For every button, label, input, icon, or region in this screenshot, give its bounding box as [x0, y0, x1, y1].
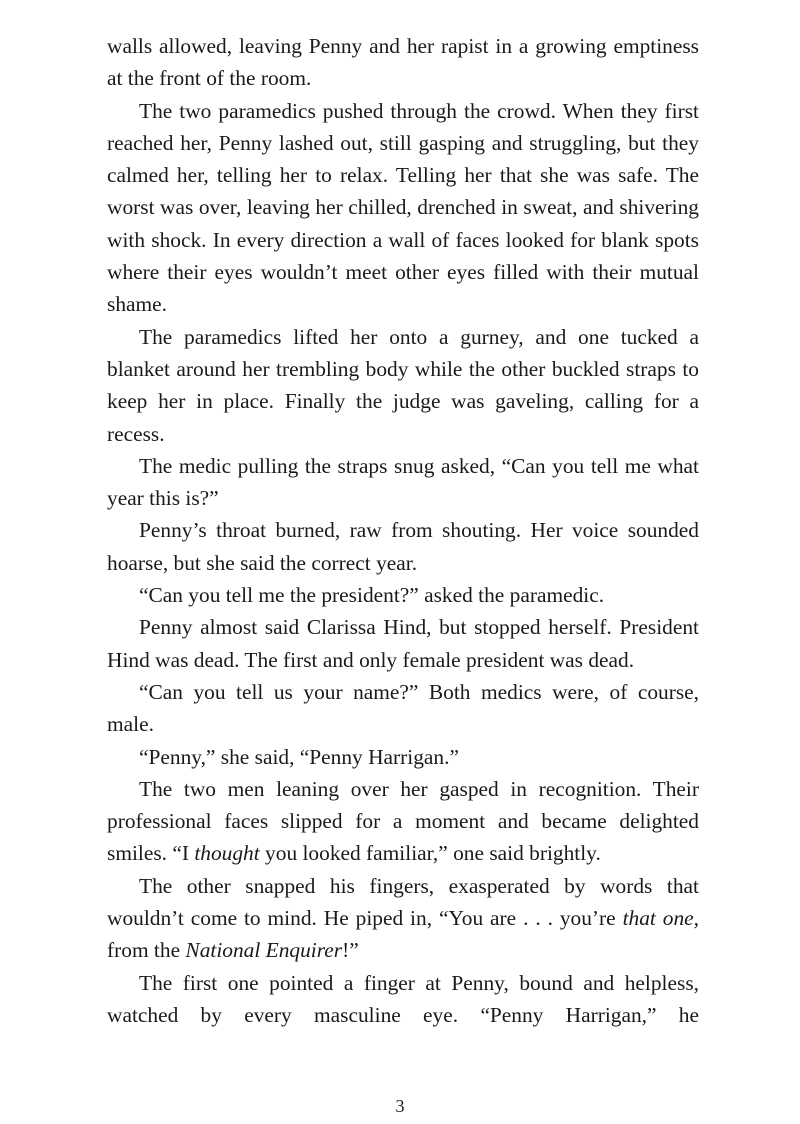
paragraph-1: walls allowed, leaving Penny and her rapist in a growing emptiness at the front of the room. [107, 34, 699, 91]
page-number: 3 [395, 1096, 405, 1116]
paragraph-6: “Can you tell me the president?” asked the paramedic. [139, 583, 605, 608]
paragraph-12: The first one pointed a finger at Penny, bound and helpless, watched by every masculine eye. “Penny Harrigan,” he [107, 970, 699, 1027]
paragraph-11-italic-2: National Enquirer [185, 938, 343, 963]
paragraph-10-italic: thought [194, 841, 260, 866]
paragraph-5: Penny’s throat burned, raw from shouting. Her voice sounded hoarse, but she said the correct year. [107, 518, 699, 575]
paragraph-11-tail: from the [107, 938, 186, 963]
paragraph-11 [107, 870, 699, 967]
paragraph-2: The two paramedics pushed through the crowd. When they first reached her, Penny lashed out, still gasping and struggling, but they calmed her, telling her to relax. Telling her that she was safe. The worst was over, leaving her chilled, drenched in sweat, and shivering with shock. In every direction a wall of faces looked for blank spots where their eyes wouldn’t meet other eyes filled with their mutual shame. [107, 98, 699, 317]
page-body [107, 30, 699, 1031]
paragraph-11-tail-2: !” [342, 938, 359, 963]
paragraph-7: Penny almost said Clarissa Hind, but stopped herself. President Hind was dead. The first and only female president was dead. [107, 615, 699, 672]
paragraph-11-text: The other snapped his fingers, exasperated by words that wouldn’t come to mind. He piped in, “You are . . . you’re [107, 873, 699, 931]
paragraph-10 [107, 773, 699, 870]
paragraph-11-italic: that one, [622, 906, 699, 931]
paragraph-10-text: The two men leaning over her gasped in recognition. Their professional faces slipped for a moment and became delighted smiles. “I [107, 776, 699, 866]
paragraph-3: The paramedics lifted her onto a gurney, and one tucked a blanket around her trembling body while the other buckled straps to keep her in place. Finally the judge was gaveling, calling for a recess. [107, 324, 699, 446]
paragraph-9: “Penny,” she said, “Penny Harrigan.” [139, 744, 459, 769]
paragraph-4: The medic pulling the straps snug asked, “Can you tell me what year this is?” [107, 453, 699, 511]
paragraph-10-tail: you looked familiar,” one said brightly. [259, 841, 601, 866]
paragraph-8: “Can you tell us your name?” Both medics were, of course, male. [107, 679, 699, 737]
